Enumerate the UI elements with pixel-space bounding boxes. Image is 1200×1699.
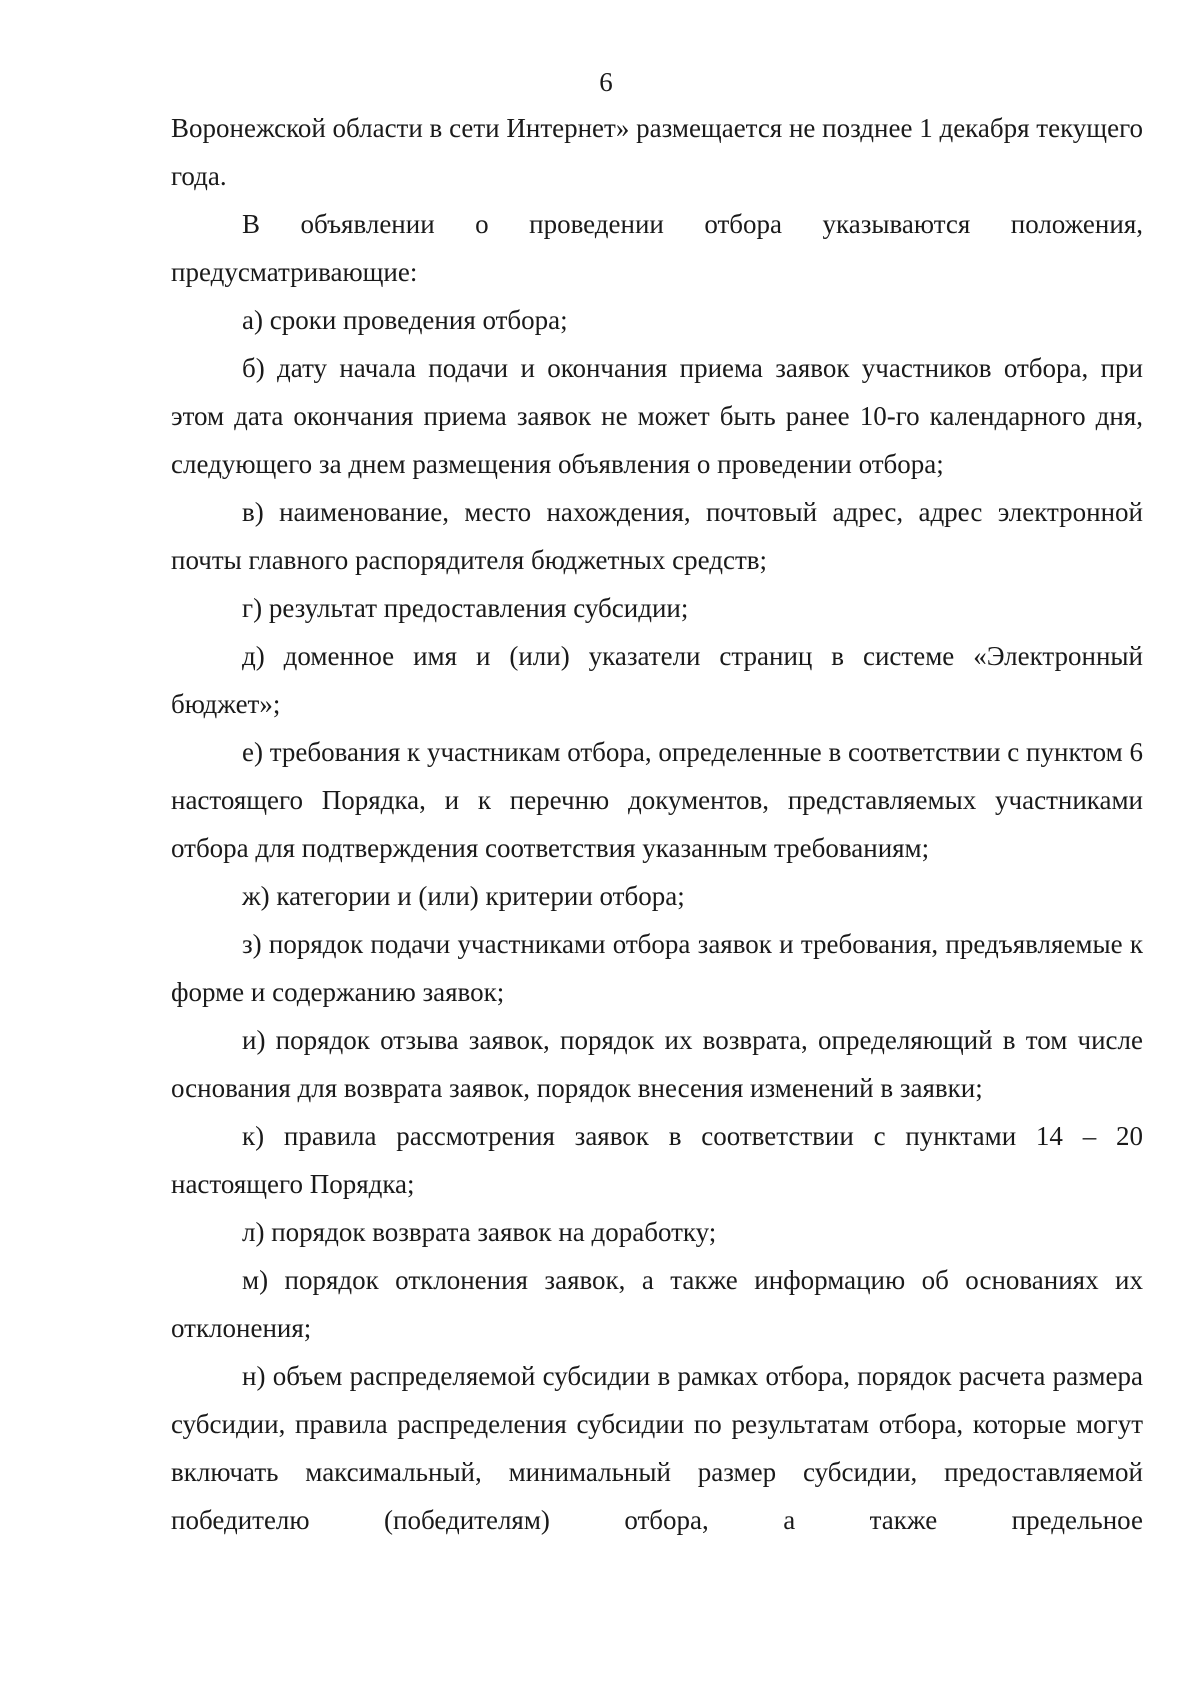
list-item-g: г) результат предоставления субсидии; — [242, 593, 689, 623]
list-item-z: з) порядок подачи участниками отбора заявок и требования, предъявляемые к форме и содержанию заявок; — [171, 929, 1143, 1007]
list-item-zh: ж) категории и (или) критерии отбора; — [242, 881, 685, 911]
list-item-l: л) порядок возврата заявок на доработку; — [242, 1217, 717, 1247]
list-item-m: м) порядок отклонения заявок, а также информацию об основаниях их отклонения; — [171, 1265, 1143, 1343]
list-item-i: и) порядок отзыва заявок, порядок их возврата, определяющий в том числе основания для возврата заявок, порядок внесения изменений в заявки; — [171, 1025, 1143, 1103]
list-item-k: к) правила рассмотрения заявок в соответствии с пунктами 14 – 20 настоящего Порядка; — [171, 1121, 1143, 1199]
list-item-n: н) объем распределяемой субсидии в рамках отбора, порядок расчета размера субсидии, правила распределения субсидии по результатам отбора, которые могут включать максимальный, минимальный размер субсидии, предоставляемой победителю (победителям) отбора, а также предельное — [171, 1361, 1143, 1535]
list-item-v: в) наименование, место нахождения, почтовый адрес, адрес электронной почты главного распорядителя бюджетных средств; — [171, 497, 1143, 575]
paragraph-continuation: Воронежской области в сети Интернет» размещается не позднее 1 декабря текущего года. — [171, 113, 1143, 191]
list-item-a: а) сроки проведения отбора; — [242, 305, 568, 335]
document-body — [171, 104, 1143, 1544]
paragraph-announcement-intro: В объявлении о проведении отбора указываются положения, предусматривающие: — [171, 209, 1143, 287]
list-item-d: д) доменное имя и (или) указатели страниц в системе «Электронный бюджет»; — [171, 641, 1143, 719]
list-item-e: е) требования к участникам отбора, определенные в соответствии с пунктом 6 настоящего Порядка, и к перечню документов, представляемых участниками отбора для подтверждения соответствия указанным требованиям; — [171, 737, 1143, 863]
page-number: 6 — [599, 67, 613, 97]
list-item-b: б) дату начала подачи и окончания приема заявок участников отбора, при этом дата окончания приема заявок не может быть ранее 10-го календарного дня, следующего за днем размещения объявления о проведении отбора; — [171, 353, 1143, 479]
